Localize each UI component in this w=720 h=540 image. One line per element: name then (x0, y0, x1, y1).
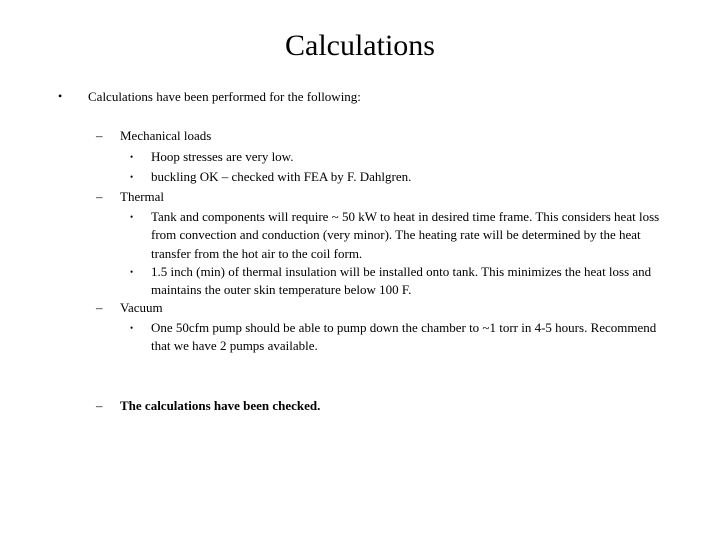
item-text: One 50cfm pump should be able to pump down the chamber to ~1 torr in 4-5 hours. Recommend that we have 2 pumps available. (151, 320, 657, 354)
intro-bullet: • (58, 89, 63, 103)
item-bullet: • (130, 152, 134, 162)
item-text: Hoop stresses are very low. (151, 149, 294, 164)
section-label: Vacuum (120, 300, 163, 315)
item-text: buckling OK – checked with FEA by F. Dahlgren. (151, 169, 412, 184)
item-text: Tank and components will require ~ 50 kW to heat in desired time frame. This considers heat loss from convection and conduction (very minor). The heating rate will be determined by the heat transfer from the hot air to the coil form. (151, 209, 660, 261)
item-bullet: • (130, 212, 134, 222)
section-label: Mechanical loads (120, 128, 212, 143)
item-text: 1.5 inch (min) of thermal insulation will be installed onto tank. This minimizes the heat loss and maintains the outer skin temperature below 100 F. (151, 264, 652, 298)
section-dash: – (96, 300, 103, 315)
item-bullet: • (130, 172, 134, 182)
item-bullet: • (130, 267, 134, 277)
section-dash: – (96, 128, 103, 143)
conclusion-dash: – (96, 398, 103, 413)
conclusion-text: The calculations have been checked. (120, 398, 321, 413)
slide-title: Calculations (285, 29, 435, 62)
intro-text: Calculations have been performed for the following: (88, 89, 361, 104)
section-dash: – (96, 189, 103, 204)
section-label: Thermal (120, 189, 165, 204)
item-bullet: • (130, 323, 134, 333)
